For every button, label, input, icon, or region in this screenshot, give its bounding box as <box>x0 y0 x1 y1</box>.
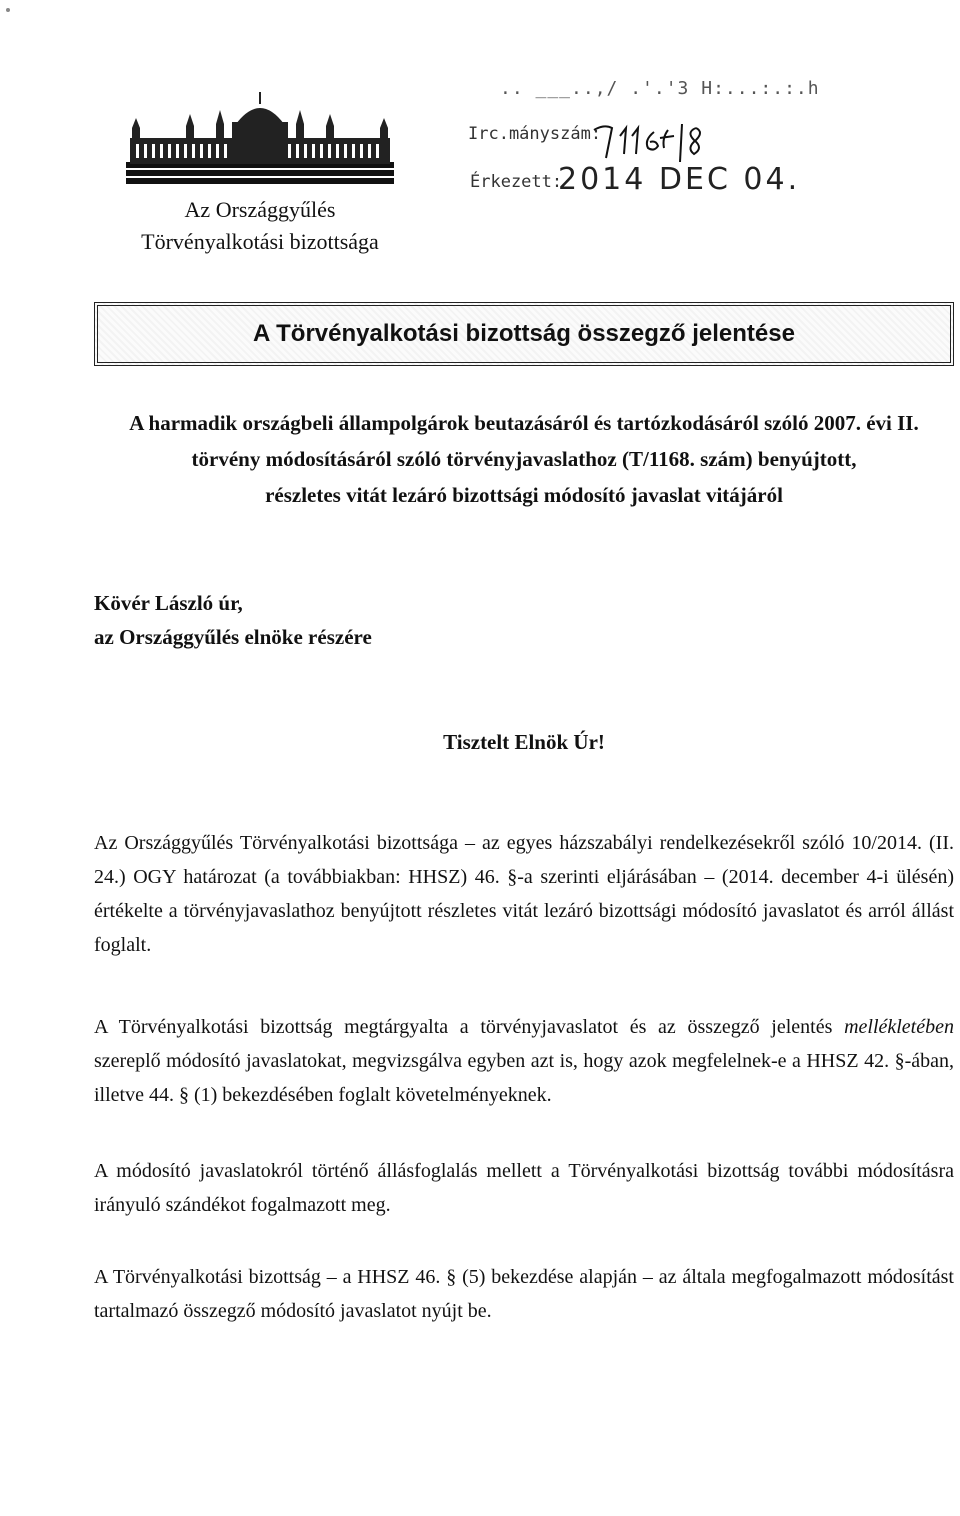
report-title-box <box>94 302 954 366</box>
stamp-received-date: 2014 DEC 04. <box>558 162 801 197</box>
parliament-building-icon <box>126 92 394 184</box>
issuer-name: Az Országgyűlés <box>184 197 336 222</box>
salutation: Tisztelt Elnök Úr! <box>443 730 605 754</box>
paragraph-2 <box>94 1010 954 1112</box>
subject-line-2: törvény módosításáról szóló törvényjavaslathoz (T/1168. szám) benyújtott, <box>191 447 857 471</box>
addressee-title: az Országgyűlés elnöke részére <box>94 625 372 649</box>
stamp-iromany-label: Irc.mányszám: <box>468 124 602 144</box>
subject-line-3: részletes vitát lezáró bizottsági módosító javaslat vitájáról <box>265 483 783 507</box>
paragraph-3: A módosító javaslatokról történő állásfoglalás mellett a Törvényalkotási bizottság további módosításra irányuló szándékot fogalmazott meg. <box>94 1160 954 1216</box>
handwritten-document-number <box>590 118 720 166</box>
paragraph-2-start: A Törvényalkotási bizottság megtárgyalta a törvényjavaslatot és az összegző jelentés <box>94 1016 845 1038</box>
subject-line-1: A harmadik országbeli állampolgárok beutazásáról és tartózkodásáról szóló 2007. évi II. <box>129 411 919 435</box>
stamp-erkezett-label: Érkezett: <box>470 172 563 192</box>
addressee-name: Kövér László úr, <box>94 591 243 615</box>
report-title: A Törvényalkotási bizottság összegző jelentése <box>253 320 795 347</box>
paragraph-2-end: szereplő módosító javaslatokat, megvizsgálva egyben azt is, hogy azok megfelelnek-e a HHSZ 42. §-ában, illetve 44. § (1) bekezdésében foglalt követelményeknek. <box>94 1050 954 1106</box>
paragraph-4: A Törvényalkotási bizottság – a HHSZ 46. § (5) bekezdése alapján – az általa megfogalmazott módosítást tartalmazó összegző módosító javaslatot nyújt be. <box>94 1266 954 1322</box>
stamp-faded-text: .. ___..,/ .'.'3 H:...:.:.h <box>500 78 820 99</box>
issuer-committee: Törvényalkotási bizottsága <box>141 229 379 254</box>
scan-speck <box>6 8 10 12</box>
paragraph-2-italic: mellékletében <box>844 1016 954 1038</box>
paragraph-1: Az Országgyűlés Törvényalkotási bizottsága – az egyes házszabályi rendelkezésekről szóló 10/2014. (II. 24.) OGY határozat (a továbbiakban: HHSZ) 46. §-a szerinti eljárásában – (2014. december 4-i ülésén) értékelte a törvényjavaslathoz benyújtott részletes vitát lezáró bizottsági módosító javaslatot és arról állást foglalt. <box>94 832 954 956</box>
